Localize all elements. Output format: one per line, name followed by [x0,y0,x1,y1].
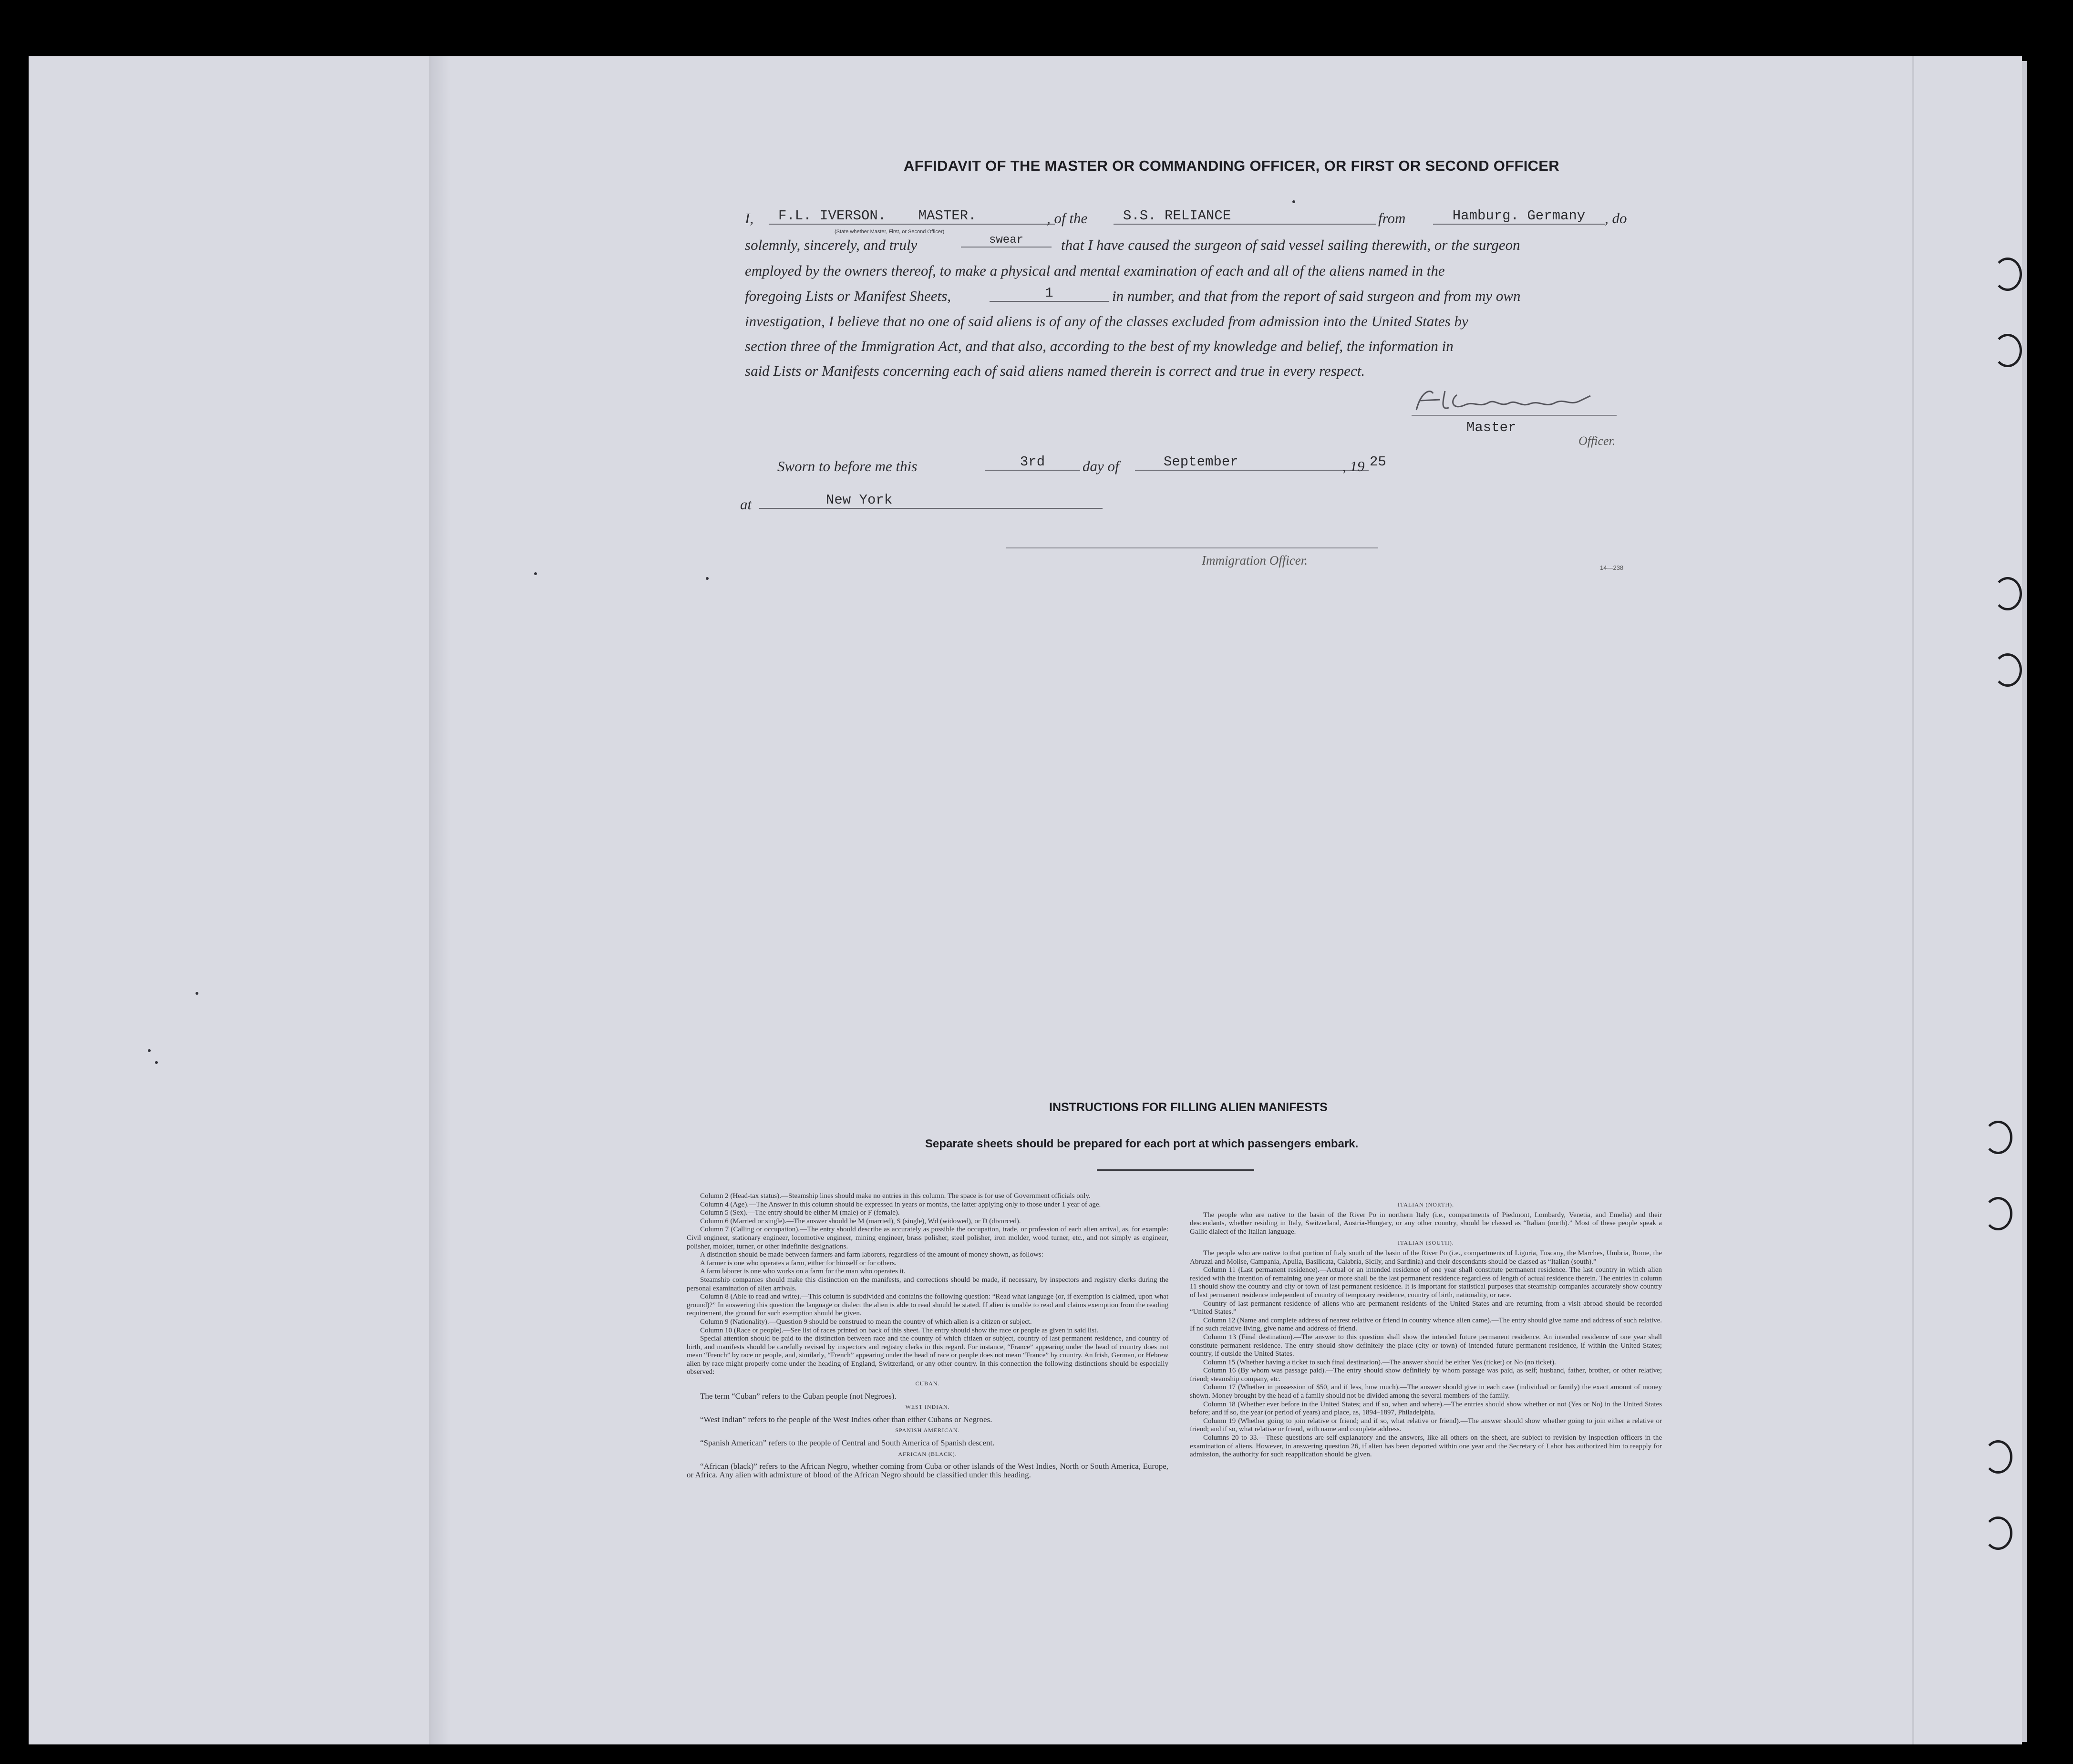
master-name-field [769,208,1055,225]
affidavit-line4-rest: in number, and that from the report of said surgeon and from my own [1112,288,1521,304]
form-number: 14—238 [1600,564,1624,571]
ink-speck [1292,200,1295,203]
departure-port-field: Hamburg. Germany [1433,208,1605,225]
officer-signature-line [1006,547,1378,548]
signature-title: Master [1466,420,1516,435]
affidavit-line2-rest: that I have caused the surgeon of said vessel sailing therewith, or the surgeon [1061,237,1520,253]
at-label: at [740,496,752,513]
manifest-sheet [29,56,2022,1744]
cuban-text: The term “Cuban” refers to the Cuban people (not Negroes). [700,1391,897,1401]
affidavit-line7: said Lists or Manifests concerning each of said aliens named therein is correct and true in every respect. [745,362,1365,379]
signature-line [1412,415,1617,416]
instruction-paragraph: Column 10 (Race or people).—See list of races printed on back of this sheet. The entry should show the race or people as given in said list. [700,1326,1098,1334]
sworn-month-field: September [1135,454,1369,471]
spanish-american-text: “Spanish American” refers to the people of Central and South America of Spanish descent. [700,1438,995,1448]
instruction-paragraph: Column 15 (Whether having a ticket to such final destination).—The answer should be either Yes (ticket) or No (no ticket). [1203,1358,1556,1366]
ink-speck [706,577,709,580]
ink-speck [148,1049,151,1052]
instruction-paragraph: Column 12 (Name and complete address of nearest relative or friend in country whence alien came).—The entry should give name and address of such relative. If no such relative living, give name and address of friend. [1190,1316,1662,1333]
master-rank: MASTER. [918,208,977,224]
affidavit-line5: investigation, I believe that no one of said aliens is of any of the classes excluded from admission into the United States by [745,313,1468,330]
binding-hole [1993,258,2022,291]
instruction-paragraph: Column 17 (Whether in possession of $50, and if less, how much).—The answer should give in each case (individual or family) the exact amount of money shown. Money brought by the head of a family should not be divided among the several members of the family. [1190,1383,1662,1400]
african-heading: AFRICAN (BLACK). [898,1450,957,1457]
binding-hole [1984,1121,2012,1154]
west-indian-text: “West Indian” refers to the people of the West Indies other than either Cubans or Negroes. [700,1414,992,1424]
instruction-paragraph: Column 18 (Whether ever before in the United States; and if so, when and where).—The entries should show whether or not (Yes or No) in the United States before; and if so, the year (or period of years) and place, as, 1894–1897, Philadelphia. [1190,1400,1662,1417]
instruction-paragraph: Column 8 (Able to read and write).—This column is subdivided and contains the following question: “Read what language (or, if exemption is claimed, upon what ground)?” In answering this question the language or dialect the alien is able to read should be stated. If alien is unable to read and claims exemption from the reading requirement, the ground for such exemption should be given. [687,1293,1168,1318]
binding-hole [1993,653,2022,687]
spanish-american-heading: SPANISH AMERICAN. [895,1427,960,1434]
ink-speck [155,1061,158,1064]
fold-shade [431,56,450,1744]
instructions-divider [1097,1169,1254,1171]
instruction-paragraph: A farm laborer is one who works on a farm for the man who operates it. [700,1268,906,1276]
instruction-paragraph: The people who are native to that portion of Italy south of the basin of the River Po (i.e., compartments of Liguria, Tuscany, the Marches, Umbria, Rome, the Abruzzi and Molise, Campania, Apulia, Basilicata, Calabria, Sicily, and Sardinia) and their descendants should be classed as “Italian (south).” [1190,1249,1662,1266]
italian-north-text: The people who are native to the basin of the River Po in northern Italy (i.e., compartments of Piedmont, Lombardy, Venetia, and Emelia) and their descendants, whether residing in Italy, Switzerland, Austria-Hungary, or any other country, should be classed as “Italian (north).” Most of these people speak a Gallic dialect of the Italian language. [1190,1211,1662,1236]
instructions-title: INSTRUCTIONS FOR FILLING ALIEN MANIFESTS [1049,1101,1328,1114]
instruction-paragraph: Column 2 (Head-tax status).—Steamship lines should make no entries in this column. The space is for use of Government officials only. [700,1192,1091,1200]
sworn-place-field: New York [759,492,1103,509]
instruction-paragraph: A distinction should be made between farmers and farm laborers, regardless of the amount of money shown, as follows: [700,1251,1043,1259]
master-signature [1412,382,1612,420]
vessel-name-field: S.S. RELIANCE [1114,208,1376,225]
of-the-label: , of the [1047,210,1088,227]
sheet-count-field: 1 [990,285,1109,302]
from-label: from [1378,210,1406,227]
instruction-paragraph: Country of last permanent residence of aliens who are permanent residents of the United States and are returning from a visit abroad should be recorded “United States.” [1190,1300,1662,1316]
african-text: “African (black)” refers to the African Negro, whether coming from Cuba or other islands of the West Indies, North or South America, Europe, or Africa. Any alien with admixture of blood of the African Negro should be classified under this heading. [687,1462,1168,1479]
italian-north-heading: ITALIAN (NORTH). [1397,1201,1454,1208]
instruction-paragraph: Column 4 (Age).—The Answer in this column should be expressed in years or months, the latter applying only to those under 1 year of age. [700,1200,1101,1208]
officer-label: Officer. [1578,434,1616,448]
affidavit-line6: section three of the Immigration Act, and that also, according to the best of my knowledge and belief, the information in [745,338,1454,354]
year-prefix: , 19 [1342,458,1365,475]
affidavit-line4-prefix: foregoing Lists or Manifest Sheets, [745,288,951,304]
binding-hole [1993,334,2022,367]
immigration-officer-label: Immigration Officer. [1202,553,1308,567]
master-name: F.L. IVERSON. [778,208,887,224]
instruction-paragraph: A farmer is one who operates a farm, either for himself or for others. [700,1259,897,1267]
rank-note: (State whether Master, First, or Second Officer) [835,229,945,235]
instruction-paragraph: Column 9 (Nationality).—Question 9 should be construed to mean the country of which alien is a citizen or subject. [700,1318,1032,1326]
instruction-paragraph: Column 7 (Calling or occupation).—The entry should describe as accurately as possible the occupation, trade, or profession of each alien arrival, as, for example: Civil engineer, stationary engineer, locomotive engineer, mining engineer, brass polisher, steel polisher, iron molder, wood turner, etc., and not simply as engineer, polisher, molder, turner, or other indefinite designations. [687,1226,1168,1250]
affidavit-title: AFFIDAVIT OF THE MASTER OR COMMANDING OFFICER, OR FIRST OR SECOND OFFICER [904,157,1559,174]
instruction-paragraph: Columns 20 to 33.—These questions are self-explanatory and the answers, like all others on the sheet, are subject to revision by inspection officers in the examination of aliens. However, in answering question 26, if alien has been deported within one year and the Secretary of Labor has authorized him to reapply for admission, the authority for such reapplication should be given. [1190,1434,1662,1459]
ink-speck [534,572,537,575]
do-label: , do [1605,210,1627,227]
binding-hole [1984,1440,2012,1474]
instruction-paragraph: Column 13 (Final destination).—The answer to this question shall show the intended future permanent residence. An intended residence of one year shall constitute permanent residence. The entry should show definitely the place (city or town) of intended future permanent residence, if within the United States; country, if outside the United States. [1190,1333,1662,1358]
instructions-right-column [1190,1198,1662,1459]
binding-hole [1984,1197,2012,1230]
sworn-prefix: Sworn to before me this [777,458,918,475]
ink-speck [196,992,198,995]
affidavit-line3: employed by the owners thereof, to make a physical and mental examination of each and all of the aliens named in the [745,262,1445,279]
italian-south-heading: ITALIAN (SOUTH). [1398,1239,1454,1247]
instructions-subtitle: Separate sheets should be prepared for each port at which passengers embark. [925,1137,1359,1150]
fold-line [1912,56,1914,1744]
oath-field: swear [961,234,1052,248]
instruction-paragraph: Column 16 (By whom was passage paid).—The entry should show definitely by whom passage was paid, as self; husband, father, brother, or other relative; friend; steamship company, etc. [1190,1367,1662,1383]
affidavit-line2-prefix: solemnly, sincerely, and truly [745,237,918,253]
instruction-paragraph: Column 5 (Sex).—The entry should be either M (male) or F (female). [700,1209,900,1217]
cuban-heading: CUBAN. [915,1380,940,1387]
west-indian-heading: WEST INDIAN. [905,1403,950,1411]
instruction-paragraph: Column 6 (Married or single).—The answer should be M (married), S (single), Wd (widowed), or D (divorced). [700,1217,1021,1225]
binding-hole [1993,577,2022,610]
year-suffix: 25 [1370,454,1386,470]
instruction-paragraph: Column 19 (Whether going to join relative or friend; and if so, what relative or friend).—The answer should show whether going to join either a relative or friend; and if so, what relative or friend, with name and complete address. [1190,1417,1662,1434]
instructions-left-column [687,1192,1168,1479]
instruction-paragraph: Column 11 (Last permanent residence).—Actual or an intended residence of one year shall constitute permanent residence. The last country in which alien resided with the intention of remaining one year or more shall be the last permanent residence regardless of length of actual residence therein. The entries in column 11 should show the country and city or town of last permanent residence. It is important for statistical purposes that steamship companies accurately show country of last permanent residence independent of country of temporary residence, country of birth, nationality, or race. [1190,1266,1662,1299]
binding-hole [1984,1516,2012,1550]
instruction-paragraph: Steamship companies should make this distinction on the manifests, and corrections should be made, if necessary, by inspectors and registry clerks during the personal examination of alien arrivals. [687,1276,1168,1292]
instruction-paragraph: Special attention should be paid to the distinction between race and the country of which citizen or subject, country of last permanent residence, and country of birth, and manifests should be carefully revised by inspectors and registry clerks in this regard. For instance, “France” appearing under the head of country does not mean “French” by race or people, and, similarly, “French” appearing under the head of race or people does not mean “France” by country. An Irish, German, or Hebrew alien by race might properly come under the heading of England, Switzerland, or any other country. In this connection the following distinctions should be especially observed: [687,1335,1168,1376]
day-of-label: day of [1083,458,1119,475]
sworn-day-field: 3rd [985,454,1080,471]
affidavit-prefix: I, [745,210,754,227]
